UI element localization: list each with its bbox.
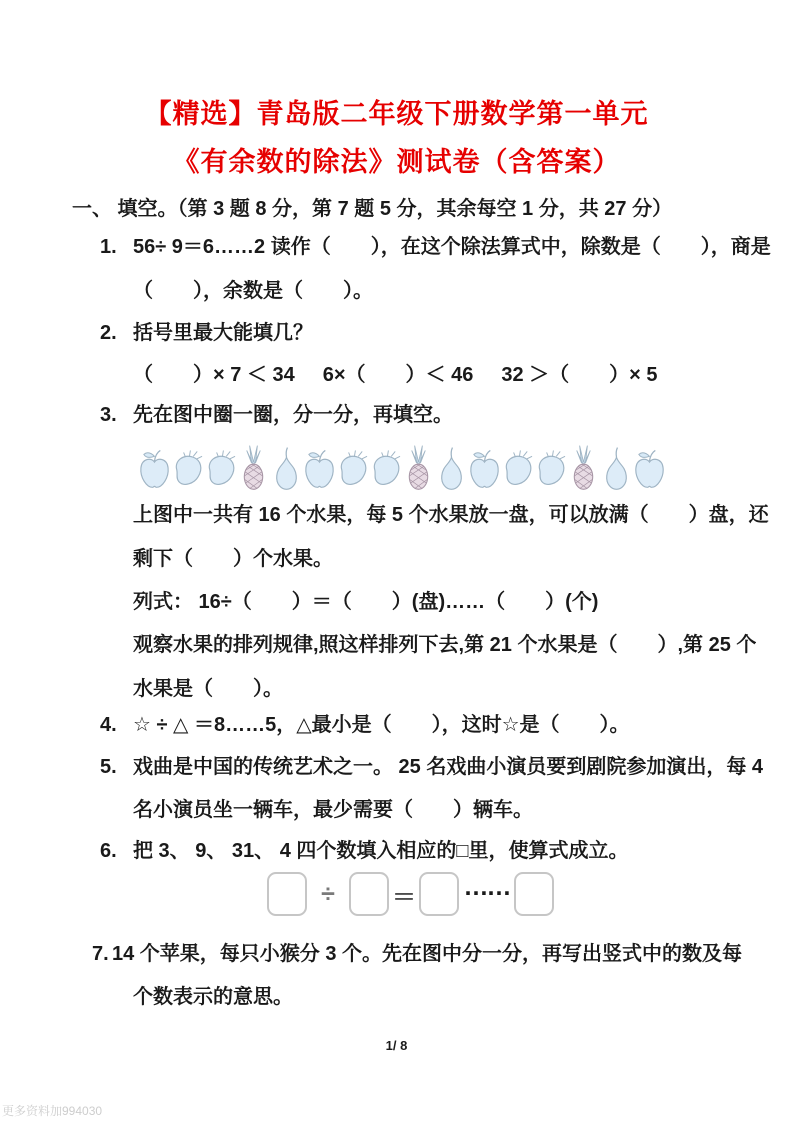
apple-icon [633,436,666,496]
watermark-text: 更多资料加994030 [2,1104,103,1118]
question-4-number: 4. [100,714,117,736]
page-number: 1/ 8 [385,1038,408,1053]
question-6-line-1 [100,838,628,864]
question-2-number: 2. [100,322,117,344]
division-sign: ÷ [321,879,335,908]
question-1-text: 56÷ 9＝6……2 读作（ ），在这个除法算式中，除数是（ ），商是 [133,236,771,258]
question-1-line-2: （ ），余数是（ ）。 [133,280,373,302]
strawberry-icon [534,436,567,496]
apple-icon [138,436,171,496]
answer-box-divisor [349,872,389,916]
strawberry-icon [501,436,534,496]
strawberry-icon [171,436,204,496]
question-7-text: 14 个苹果，每只小猴分 3 个。先在图中分一分，再写出竖式中的数及每 [112,943,743,965]
pineapple-icon [237,436,270,496]
question-5-line-2: 名小演员坐一辆车，最少需要（ ）辆车。 [133,799,533,821]
pear-icon [600,436,633,496]
page-title-line1: 【精选】青岛版二年级下册数学第一单元 [144,99,649,129]
page-title-line2: 《有余数的除法》测试卷（含答案） [172,147,621,177]
apple-icon [303,436,336,496]
question-7-line-2: 个数表示的意思。 [133,986,293,1008]
question-3-line-2: 上图中一共有 16 个水果，每 5 个水果放一盘，可以放满（ ）盘，还 [133,504,769,526]
inequality-2: 6×（ ）＜ 46 [322,364,474,386]
question-5-line-1 [100,754,763,780]
question-3-equation-line: 列式： 16÷（ ）＝（ ）(盘)……（ ）(个) [133,591,599,613]
question-2-text: 括号里最大能填几？ [133,322,313,344]
section-heading: 一、 填空。（第 3 题 8 分，第 7 题 5 分，其余每空 1 分，共 27 分） [72,198,673,220]
answer-box-quotient [419,872,459,916]
question-1-number: 1. [100,236,117,258]
equals-sign: ＝ [392,883,416,911]
remainder-dots: …… [463,872,510,901]
question-5-text: 戏曲是中国的传统艺术之一。 25 名戏曲小演员要到剧院参加演出，每 4 [133,756,764,778]
question-4-line-1 [100,712,630,738]
question-3-number: 3. [100,404,117,426]
answer-box-remainder [514,872,554,916]
fruit-row [138,436,666,496]
question-1-line-1 [100,234,771,260]
question-3-line-1 [100,402,453,428]
question-3-line-5: 观察水果的排列规律,照这样排列下去,第 21 个水果是（ ）,第 25 个 [133,634,757,656]
pineapple-icon [402,436,435,496]
inequality-1: （ ）× 7 ＜ 34 [133,364,295,386]
question-3-line-6: 水果是（ ）。 [133,678,283,700]
answer-box-dividend [267,872,307,916]
question-7-line-1 [92,941,742,967]
question-4-text: ☆ ÷ △ ＝8……5，△最小是（ ），这时☆是（ ）。 [133,714,630,736]
question-3-line-3: 剩下（ ）个水果。 [133,548,333,570]
question-3-text: 先在图中圈一圈，分一分，再填空。 [133,404,453,426]
question-5-number: 5. [100,756,117,778]
strawberry-icon [336,436,369,496]
pineapple-icon [567,436,600,496]
question-7-number: 7. [92,943,109,965]
question-2-inequalities [133,362,658,388]
inequality-3: 32 ＞（ ）× 5 [501,364,658,386]
question-2-line-1 [100,320,313,346]
strawberry-icon [369,436,402,496]
strawberry-icon [204,436,237,496]
question-6-number: 6. [100,840,117,862]
pear-icon [270,436,303,496]
fill-in-equation-row [267,871,554,917]
apple-icon [468,436,501,496]
pear-icon [435,436,468,496]
question-6-text: 把 3、 9、 31、 4 四个数填入相应的□里，使算式成立。 [133,840,629,862]
